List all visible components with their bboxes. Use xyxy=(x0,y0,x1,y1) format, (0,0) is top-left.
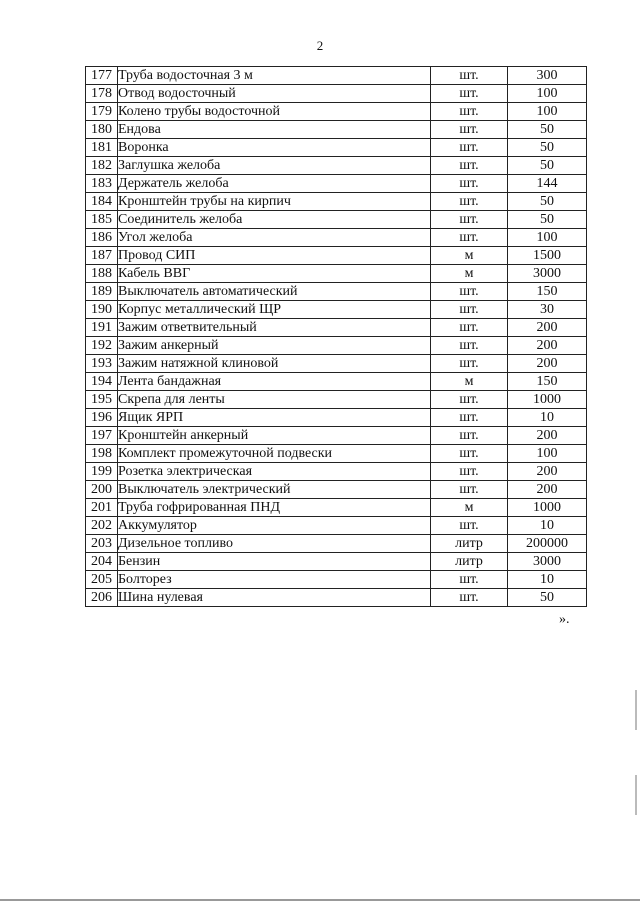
item-name-cell: Шина нулевая xyxy=(118,589,431,607)
item-name-cell: Угол желоба xyxy=(118,229,431,247)
quantity-cell: 200 xyxy=(508,463,587,481)
quantity-cell: 150 xyxy=(508,373,587,391)
quantity-cell: 200 xyxy=(508,427,587,445)
quantity-cell: 50 xyxy=(508,193,587,211)
table-row xyxy=(86,319,587,337)
row-number-cell: 189 xyxy=(86,283,118,301)
quantity-cell: 100 xyxy=(508,85,587,103)
table-row xyxy=(86,265,587,283)
unit-cell: литр xyxy=(431,553,508,571)
item-name-cell: Труба гофрированная ПНД xyxy=(118,499,431,517)
item-name-cell: Труба водосточная 3 м xyxy=(118,67,431,85)
row-number-cell: 193 xyxy=(86,355,118,373)
row-number-cell: 178 xyxy=(86,85,118,103)
row-number-cell: 180 xyxy=(86,121,118,139)
item-name-cell: Соединитель желоба xyxy=(118,211,431,229)
unit-cell: шт. xyxy=(431,139,508,157)
table-row xyxy=(86,355,587,373)
table-row xyxy=(86,571,587,589)
item-name-cell: Зажим анкерный xyxy=(118,337,431,355)
quantity-cell: 200 xyxy=(508,337,587,355)
table-row xyxy=(86,157,587,175)
table-row xyxy=(86,139,587,157)
unit-cell: шт. xyxy=(431,301,508,319)
quantity-cell: 10 xyxy=(508,571,587,589)
unit-cell: шт. xyxy=(431,427,508,445)
table-row xyxy=(86,229,587,247)
unit-cell: шт. xyxy=(431,391,508,409)
quantity-cell: 200 xyxy=(508,481,587,499)
item-name-cell: Отвод водосточный xyxy=(118,85,431,103)
item-name-cell: Выключатель электрический xyxy=(118,481,431,499)
table-row xyxy=(86,409,587,427)
table-row xyxy=(86,391,587,409)
row-number-cell: 185 xyxy=(86,211,118,229)
table-row xyxy=(86,211,587,229)
unit-cell: шт. xyxy=(431,571,508,589)
quantity-cell: 300 xyxy=(508,67,587,85)
unit-cell: шт. xyxy=(431,175,508,193)
item-name-cell: Заглушка желоба xyxy=(118,157,431,175)
row-number-cell: 198 xyxy=(86,445,118,463)
table-row xyxy=(86,445,587,463)
item-name-cell: Ендова xyxy=(118,121,431,139)
quantity-cell: 200 xyxy=(508,355,587,373)
closing-quote: ». xyxy=(559,612,570,627)
item-name-cell: Аккумулятор xyxy=(118,517,431,535)
item-name-cell: Ящик ЯРП xyxy=(118,409,431,427)
unit-cell: шт. xyxy=(431,67,508,85)
table-row xyxy=(86,373,587,391)
row-number-cell: 200 xyxy=(86,481,118,499)
table-row xyxy=(86,463,587,481)
unit-cell: м xyxy=(431,499,508,517)
quantity-cell: 150 xyxy=(508,283,587,301)
unit-cell: шт. xyxy=(431,481,508,499)
quantity-cell: 10 xyxy=(508,517,587,535)
unit-cell: шт. xyxy=(431,463,508,481)
unit-cell: м xyxy=(431,265,508,283)
item-name-cell: Скрепа для ленты xyxy=(118,391,431,409)
item-name-cell: Лента бандажная xyxy=(118,373,431,391)
item-name-cell: Кабель ВВГ xyxy=(118,265,431,283)
item-name-cell: Болторез xyxy=(118,571,431,589)
quantity-cell: 100 xyxy=(508,229,587,247)
quantity-cell: 1000 xyxy=(508,391,587,409)
unit-cell: м xyxy=(431,373,508,391)
unit-cell: шт. xyxy=(431,517,508,535)
item-name-cell: Кронштейн анкерный xyxy=(118,427,431,445)
unit-cell: м xyxy=(431,247,508,265)
table-row xyxy=(86,193,587,211)
row-number-cell: 179 xyxy=(86,103,118,121)
unit-cell: шт. xyxy=(431,85,508,103)
unit-cell: шт. xyxy=(431,337,508,355)
row-number-cell: 182 xyxy=(86,157,118,175)
item-name-cell: Бензин xyxy=(118,553,431,571)
row-number-cell: 191 xyxy=(86,319,118,337)
item-name-cell: Корпус металлический ЩР xyxy=(118,301,431,319)
item-name-cell: Зажим ответвительный xyxy=(118,319,431,337)
item-name-cell: Розетка электрическая xyxy=(118,463,431,481)
row-number-cell: 204 xyxy=(86,553,118,571)
item-name-cell: Дизельное топливо xyxy=(118,535,431,553)
unit-cell: шт. xyxy=(431,283,508,301)
table-row xyxy=(86,67,587,85)
table-row xyxy=(86,103,587,121)
row-number-cell: 192 xyxy=(86,337,118,355)
quantity-cell: 1000 xyxy=(508,499,587,517)
table-row xyxy=(86,517,587,535)
quantity-cell: 50 xyxy=(508,139,587,157)
table-row xyxy=(86,121,587,139)
row-number-cell: 203 xyxy=(86,535,118,553)
row-number-cell: 184 xyxy=(86,193,118,211)
table-row xyxy=(86,553,587,571)
quantity-cell: 200000 xyxy=(508,535,587,553)
row-number-cell: 202 xyxy=(86,517,118,535)
row-number-cell: 194 xyxy=(86,373,118,391)
table-row xyxy=(86,175,587,193)
quantity-cell: 3000 xyxy=(508,265,587,283)
quantity-cell: 50 xyxy=(508,589,587,607)
item-name-cell: Колено трубы водосточной xyxy=(118,103,431,121)
row-number-cell: 181 xyxy=(86,139,118,157)
row-number-cell: 199 xyxy=(86,463,118,481)
quantity-cell: 1500 xyxy=(508,247,587,265)
item-name-cell: Выключатель автоматический xyxy=(118,283,431,301)
item-name-cell: Кронштейн трубы на кирпич xyxy=(118,193,431,211)
quantity-cell: 10 xyxy=(508,409,587,427)
items-table-body xyxy=(86,67,587,607)
item-name-cell: Воронка xyxy=(118,139,431,157)
quantity-cell: 30 xyxy=(508,301,587,319)
scan-bottom-edge xyxy=(0,899,640,901)
table-row xyxy=(86,535,587,553)
unit-cell: шт. xyxy=(431,589,508,607)
page-number: 2 xyxy=(316,38,324,53)
unit-cell: шт. xyxy=(431,193,508,211)
row-number-cell: 196 xyxy=(86,409,118,427)
table-row xyxy=(86,283,587,301)
row-number-cell: 206 xyxy=(86,589,118,607)
row-number-cell: 187 xyxy=(86,247,118,265)
table-row xyxy=(86,301,587,319)
quantity-cell: 100 xyxy=(508,103,587,121)
quantity-cell: 200 xyxy=(508,319,587,337)
quantity-cell: 50 xyxy=(508,157,587,175)
table-row xyxy=(86,247,587,265)
quantity-cell: 100 xyxy=(508,445,587,463)
unit-cell: литр xyxy=(431,535,508,553)
row-number-cell: 183 xyxy=(86,175,118,193)
item-name-cell: Зажим натяжной клиновой xyxy=(118,355,431,373)
row-number-cell: 186 xyxy=(86,229,118,247)
items-table xyxy=(85,66,587,607)
table-row xyxy=(86,499,587,517)
scan-edge-mark xyxy=(635,690,637,730)
row-number-cell: 201 xyxy=(86,499,118,517)
quantity-cell: 50 xyxy=(508,211,587,229)
item-name-cell: Комплект промежуточной подвески xyxy=(118,445,431,463)
unit-cell: шт. xyxy=(431,445,508,463)
quantity-cell: 50 xyxy=(508,121,587,139)
table-row xyxy=(86,589,587,607)
unit-cell: шт. xyxy=(431,409,508,427)
table-row xyxy=(86,85,587,103)
unit-cell: шт. xyxy=(431,211,508,229)
scan-edge-mark xyxy=(635,775,637,815)
unit-cell: шт. xyxy=(431,103,508,121)
row-number-cell: 188 xyxy=(86,265,118,283)
quantity-cell: 3000 xyxy=(508,553,587,571)
unit-cell: шт. xyxy=(431,121,508,139)
item-name-cell: Провод СИП xyxy=(118,247,431,265)
table-row xyxy=(86,427,587,445)
row-number-cell: 197 xyxy=(86,427,118,445)
quantity-cell: 144 xyxy=(508,175,587,193)
row-number-cell: 195 xyxy=(86,391,118,409)
unit-cell: шт. xyxy=(431,229,508,247)
row-number-cell: 177 xyxy=(86,67,118,85)
unit-cell: шт. xyxy=(431,319,508,337)
unit-cell: шт. xyxy=(431,355,508,373)
table-row xyxy=(86,481,587,499)
item-name-cell: Держатель желоба xyxy=(118,175,431,193)
row-number-cell: 205 xyxy=(86,571,118,589)
row-number-cell: 190 xyxy=(86,301,118,319)
table-row xyxy=(86,337,587,355)
unit-cell: шт. xyxy=(431,157,508,175)
